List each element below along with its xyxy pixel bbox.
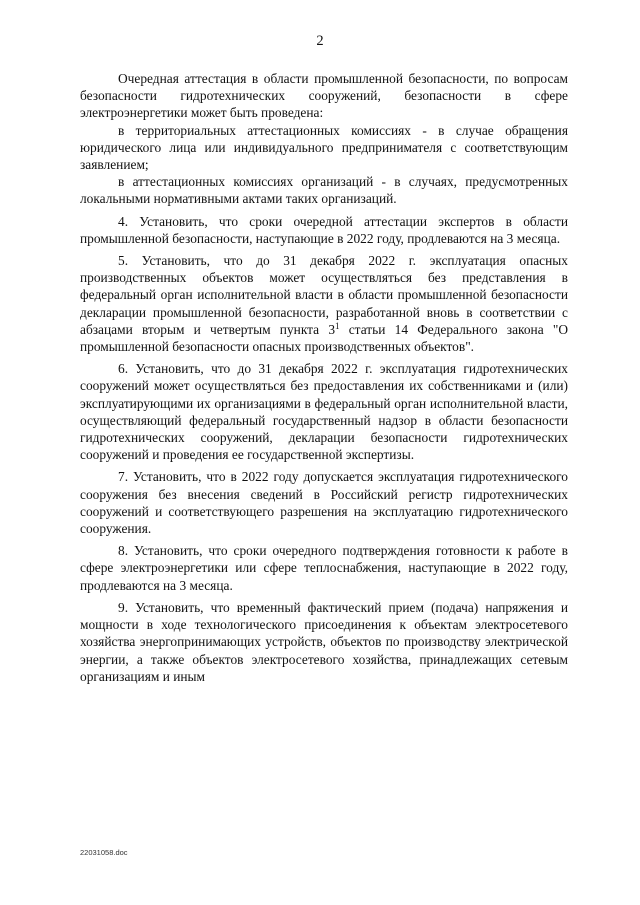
document-body bbox=[80, 70, 568, 690]
paragraph-item-5-text-after: статьи 14 Федерального закона "О промышленной безопасности опасных производственных объектов". bbox=[80, 321, 568, 355]
paragraph-organization-commissions: в аттестационных комиссиях организаций - в случаях, предусмотренных локальными нормативными актами таких организаций. bbox=[80, 174, 568, 207]
paragraph-item-5-text-before: 5. Установить, что до 31 декабря 2022 г. эксплуатация опасных производственных объектов может осуществляться без представления в федеральный орган исполнительной власти в области промышленной безопасности декларации промышленной безопасности, разработанной вновь в соответствии с абзацами вторым и четвертым пункта 3 bbox=[80, 253, 568, 337]
paragraph-item-8: 8. Установить, что сроки очередного подтверждения готовности к работе в сфере электроэнергетики или сфере теплоснабжения, наступающие в 2022 году, продлеваются на 3 месяца. bbox=[80, 543, 568, 593]
paragraph-attestation-intro: Очередная аттестация в области промышленной безопасности, по вопросам безопасности гидротехнических сооружений, безопасности в сфере электроэнергетики может быть проведена: bbox=[80, 71, 568, 121]
paragraph-item-5-superscript: 1 bbox=[335, 320, 340, 331]
footer-filename: 22031058.doc bbox=[80, 848, 128, 857]
paragraph-territorial-commissions: в территориальных аттестационных комиссиях - в случае обращения юридического лица или индивидуального предпринимателя с соответствующим заявлением; bbox=[80, 122, 568, 173]
page-number: 2 bbox=[316, 33, 324, 49]
paragraph-item-5 bbox=[80, 252, 568, 355]
paragraph-item-9: 9. Установить, что временный фактический прием (подача) напряжения и мощности в ходе технологического присоединения к объектам электросетевого хозяйства энергопринимающих устройств, объектов по производству электрической энергии, а также объектов электросетевого хозяйства, принадлежащих сетевым организациям и иным bbox=[80, 599, 568, 684]
paragraph-item-4: 4. Установить, что сроки очередной аттестации экспертов в области промышленной безопасности, наступающие в 2022 году, продлеваются на 3 месяца. bbox=[80, 213, 568, 246]
paragraph-item-7: 7. Установить, что в 2022 году допускается эксплуатация гидротехнического сооружения без внесения сведений в Российский регистр гидротехнических сооружений и соответствующего разрешения на эксплуатацию гидротехнического сооружения. bbox=[80, 469, 568, 537]
paragraph-item-6: 6. Установить, что до 31 декабря 2022 г. эксплуатация гидротехнических сооружений может осуществляться без предоставления их собственниками и (или) эксплуатирующими их организациями в федеральный орган исполнительной власти, осуществляющий федеральный государственный надзор в области безопасности гидротехнических сооружений, декларации безопасности гидротехнических сооружений и проведения ее государственной экспертизы. bbox=[80, 361, 568, 463]
